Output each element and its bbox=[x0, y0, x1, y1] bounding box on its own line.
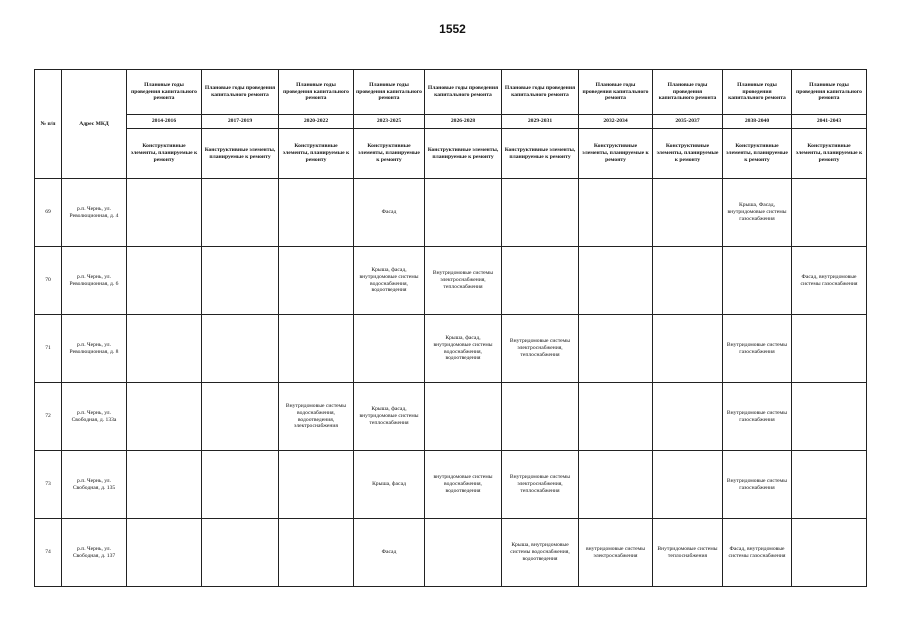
period-title: Плановые годы проведения капитального ремонта bbox=[354, 70, 425, 115]
table-cell bbox=[127, 179, 202, 247]
table-cell bbox=[579, 179, 653, 247]
table-cell bbox=[653, 383, 723, 451]
table-cell bbox=[579, 383, 653, 451]
row-number: 73 bbox=[35, 451, 62, 519]
table-cell bbox=[279, 179, 354, 247]
table-cell: внутридомовые системы электроснабжения bbox=[579, 519, 653, 587]
period-years: 2014-2016 bbox=[127, 115, 202, 129]
period-elements: Конструктивные элементы, планируемые к ремонту bbox=[502, 129, 579, 179]
period-title: Плановые годы проведения капитального ремонта bbox=[653, 70, 723, 115]
table-cell bbox=[279, 519, 354, 587]
period-title: Плановые годы проведения капитального ремонта bbox=[425, 70, 502, 115]
table-cell: Крыша, фасад, внутридомовые системы теплоснабжения bbox=[354, 383, 425, 451]
table-cell: Крыша, Фасад, внутридомовые системы газоснабжения bbox=[723, 179, 792, 247]
period-elements: Конструктивные элементы, планируемые к ремонту bbox=[723, 129, 792, 179]
table-cell bbox=[502, 179, 579, 247]
table-cell bbox=[792, 451, 867, 519]
table-cell: Фасад bbox=[354, 519, 425, 587]
page-number: 1552 bbox=[439, 22, 466, 36]
period-years: 2032-2034 bbox=[579, 115, 653, 129]
capital-repair-table bbox=[34, 69, 867, 587]
table-cell bbox=[723, 247, 792, 315]
period-elements: Конструктивные элементы, планируемые к ремонту bbox=[653, 129, 723, 179]
table-cell bbox=[579, 247, 653, 315]
table-cell bbox=[792, 179, 867, 247]
table-cell: Внутридомовые системы газоснабжения bbox=[723, 451, 792, 519]
table-cell bbox=[202, 451, 279, 519]
table-cell bbox=[127, 451, 202, 519]
table-cell: Крыша, фасад bbox=[354, 451, 425, 519]
table-row bbox=[35, 247, 867, 315]
period-years: 2029-2031 bbox=[502, 115, 579, 129]
table-cell bbox=[792, 519, 867, 587]
row-address: р.п. Чернь, ул. Свободная, д. 137 bbox=[62, 519, 127, 587]
table-cell bbox=[502, 247, 579, 315]
table-row bbox=[35, 315, 867, 383]
table-cell: Внутридомовые системы электроснабжения, теплоснабжения bbox=[502, 315, 579, 383]
table-cell bbox=[127, 383, 202, 451]
table-cell bbox=[579, 451, 653, 519]
period-elements: Конструктивные элементы, планируемые к ремонту bbox=[202, 129, 279, 179]
period-title: Плановые годы проведения капитального ремонта bbox=[127, 70, 202, 115]
period-elements: Конструктивные элементы, планируемые к ремонту bbox=[579, 129, 653, 179]
table-cell bbox=[279, 451, 354, 519]
table-row bbox=[35, 519, 867, 587]
table-cell: Внутридомовые системы электроснабжения, теплоснабжения bbox=[425, 247, 502, 315]
table-body bbox=[35, 179, 867, 587]
table-row bbox=[35, 179, 867, 247]
table-cell bbox=[202, 247, 279, 315]
table-cell: внутридомовые системы водоснабжения, водоотведения bbox=[425, 451, 502, 519]
period-years: 2023-2025 bbox=[354, 115, 425, 129]
table-cell: Внутридомовые системы газоснабжения bbox=[723, 383, 792, 451]
table-cell: Фасад, внутридомовые системы газоснабжения bbox=[723, 519, 792, 587]
table-cell: Крыша, внутридомовые системы водоснабжения, водоотведения bbox=[502, 519, 579, 587]
table-cell bbox=[202, 383, 279, 451]
table-cell: Внутридомовые системы газоснабжения bbox=[723, 315, 792, 383]
row-number: 74 bbox=[35, 519, 62, 587]
table-cell bbox=[425, 383, 502, 451]
row-number: 70 bbox=[35, 247, 62, 315]
table-cell bbox=[653, 315, 723, 383]
table-cell: Фасад, внутридомовые системы газоснабжения bbox=[792, 247, 867, 315]
period-elements: Конструктивные элементы, планируемые к ремонту bbox=[279, 129, 354, 179]
table-cell bbox=[792, 383, 867, 451]
period-years: 2041-2043 bbox=[792, 115, 867, 129]
period-years: 2035-2037 bbox=[653, 115, 723, 129]
period-title: Плановые годы проведения капитального ремонта bbox=[723, 70, 792, 115]
table-cell bbox=[354, 315, 425, 383]
period-title: Плановые годы проведения капитального ремонта bbox=[579, 70, 653, 115]
table-cell bbox=[653, 247, 723, 315]
table-cell bbox=[127, 315, 202, 383]
table-cell: Фасад bbox=[354, 179, 425, 247]
row-number: 71 bbox=[35, 315, 62, 383]
period-years: 2020-2022 bbox=[279, 115, 354, 129]
row-address: р.п. Чернь, ул. Революционная, д. 8 bbox=[62, 315, 127, 383]
row-number: 72 bbox=[35, 383, 62, 451]
row-address: р.п. Чернь, ул. Свободная, д. 135 bbox=[62, 451, 127, 519]
row-number: 69 bbox=[35, 179, 62, 247]
table-cell bbox=[127, 519, 202, 587]
table-cell: Внутридомовые системы водоснабжения, водоотведения, электроснабжения bbox=[279, 383, 354, 451]
table-cell: Внутридомовые системы теплоснабжения bbox=[653, 519, 723, 587]
period-elements: Конструктивные элементы, планируемые к ремонту bbox=[792, 129, 867, 179]
table-row bbox=[35, 383, 867, 451]
header-address: Адрес МКД bbox=[62, 70, 127, 179]
row-address: р.п. Чернь, ул. Свободная, д. 133а bbox=[62, 383, 127, 451]
period-title: Плановые годы проведения капитального ремонта bbox=[202, 70, 279, 115]
table-cell bbox=[202, 519, 279, 587]
row-address: р.п. Чернь, ул. Революционная, д. 6 bbox=[62, 247, 127, 315]
table-cell bbox=[579, 315, 653, 383]
header-num: № п/п bbox=[35, 70, 62, 179]
table-cell bbox=[127, 247, 202, 315]
table-cell: Крыша, фасад, внутридомовые системы водоснабжения, водоотведения bbox=[354, 247, 425, 315]
table-cell bbox=[653, 451, 723, 519]
row-address: р.п. Чернь, ул. Революционная, д. 4 bbox=[62, 179, 127, 247]
table-cell: Крыша, фасад, внутридомовые системы водоснабжения, водоотведения bbox=[425, 315, 502, 383]
period-years: 2026-2028 bbox=[425, 115, 502, 129]
period-years: 2017-2019 bbox=[202, 115, 279, 129]
period-title: Плановые годы проведения капитального ремонта bbox=[279, 70, 354, 115]
period-title: Плановые годы проведения капитального ремонта bbox=[792, 70, 867, 115]
table-cell bbox=[425, 519, 502, 587]
table-cell bbox=[202, 315, 279, 383]
table-row bbox=[35, 451, 867, 519]
table-cell bbox=[202, 179, 279, 247]
period-elements: Конструктивные элементы, планируемые к ремонту bbox=[354, 129, 425, 179]
period-elements: Конструктивные элементы, планируемые к ремонту bbox=[127, 129, 202, 179]
table-cell bbox=[502, 383, 579, 451]
table-cell: Внутридомовые системы электроснабжения, теплоснабжения bbox=[502, 451, 579, 519]
table-header bbox=[35, 70, 867, 179]
period-years: 2038-2040 bbox=[723, 115, 792, 129]
table-cell bbox=[792, 315, 867, 383]
table-cell bbox=[425, 179, 502, 247]
period-elements: Конструктивные элементы, планируемые к ремонту bbox=[425, 129, 502, 179]
table-cell bbox=[279, 247, 354, 315]
period-title: Плановые годы проведения капитального ремонта bbox=[502, 70, 579, 115]
table-cell bbox=[279, 315, 354, 383]
table-cell bbox=[653, 179, 723, 247]
